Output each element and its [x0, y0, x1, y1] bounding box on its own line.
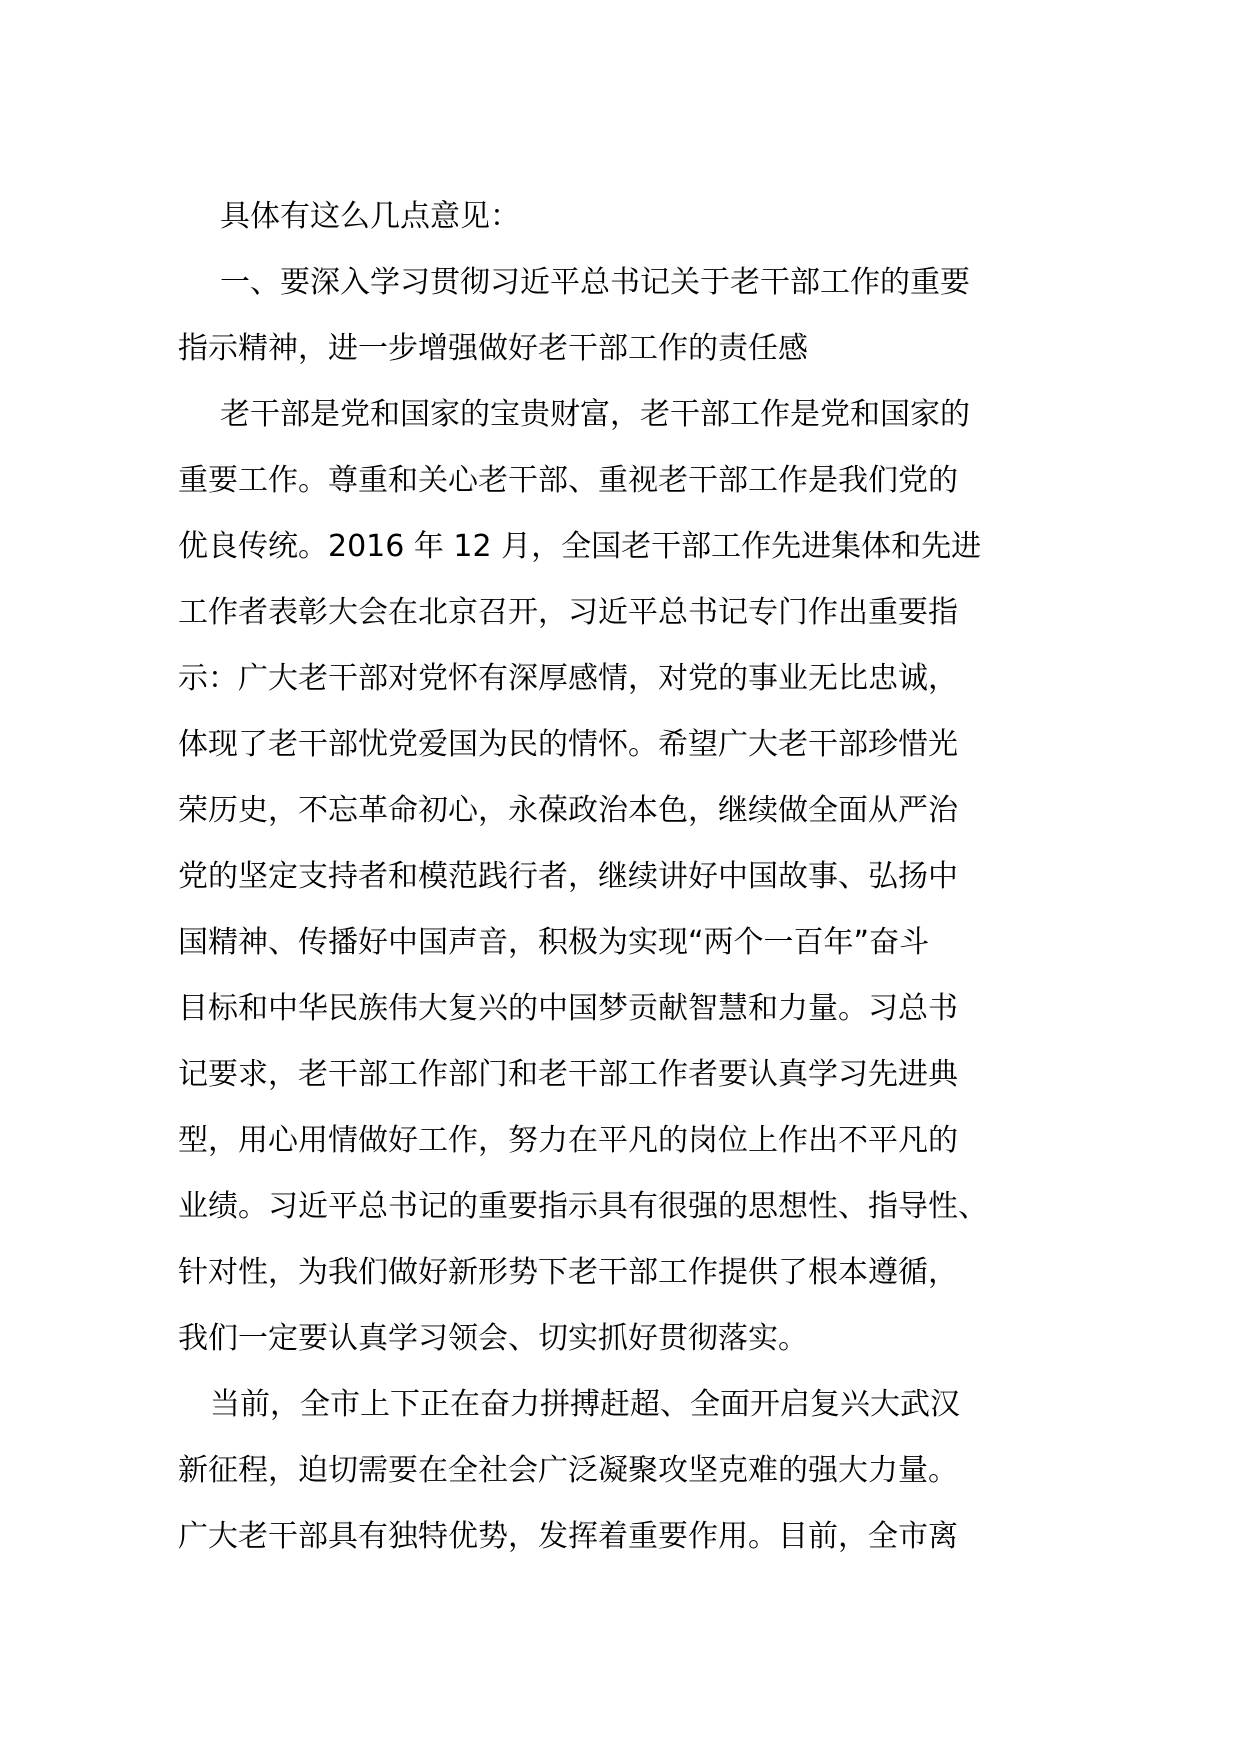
document-body [178, 184, 1078, 1570]
text-line: 我们一定要认真学习领会、切实抓好贯彻落实。 [178, 1321, 808, 1356]
text-line: 老干部是党和国家的宝贵财富，老干部工作是党和国家的 [220, 397, 970, 432]
section-heading-line: 指示精神，进一步增强做好老干部工作的责任感 [178, 331, 808, 366]
text-line: 记要求，老干部工作部门和老干部工作者要认真学习先进典 [178, 1057, 958, 1092]
text-line: 体现了老干部忧党爱国为民的情怀。希望广大老干部珍惜光 [178, 727, 958, 762]
text-line: 重要工作。尊重和关心老干部、重视老干部工作是我们党的 [178, 463, 958, 498]
text-line: 业绩。习近平总书记的重要指示具有很强的思想性、指导性、 [178, 1189, 988, 1224]
text-line: 示：广大老干部对党怀有深厚感情，对党的事业无比忠诚， [178, 661, 958, 696]
text-line: 型，用心用情做好工作，努力在平凡的岗位上作出不平凡的 [178, 1123, 958, 1158]
text-line: 具体有这么几点意见： [220, 199, 520, 234]
text-line: 党的坚定支持者和模范践行者，继续讲好中国故事、弘扬中 [178, 859, 958, 894]
text-line: 目标和中华民族伟大复兴的中国梦贡献智慧和力量。习总书 [178, 991, 958, 1026]
text-line: 优良传统。2016 年 12 月，全国老干部工作先进集体和先进 [178, 529, 982, 564]
text-line: 荣历史，不忘革命初心，永葆政治本色，继续做全面从严治 [178, 793, 958, 828]
text-line: 针对性，为我们做好新形势下老干部工作提供了根本遵循， [178, 1255, 958, 1290]
text-line: 国精神、传播好中国声音，积极为实现“两个一百年”奋斗 [178, 925, 930, 960]
text-line: 工作者表彰大会在北京召开，习近平总书记专门作出重要指 [178, 595, 958, 630]
section-heading-line: 一、要深入学习贯彻习近平总书记关于老干部工作的重要 [220, 265, 970, 300]
text-line: 新征程，迫切需要在全社会广泛凝聚攻坚克难的强大力量。 [178, 1453, 958, 1488]
text-line: 广大老干部具有独特优势，发挥着重要作用。目前，全市离 [178, 1519, 958, 1554]
text-line: 当前，全市上下正在奋力拼搏赶超、全面开启复兴大武汉 [210, 1387, 960, 1422]
